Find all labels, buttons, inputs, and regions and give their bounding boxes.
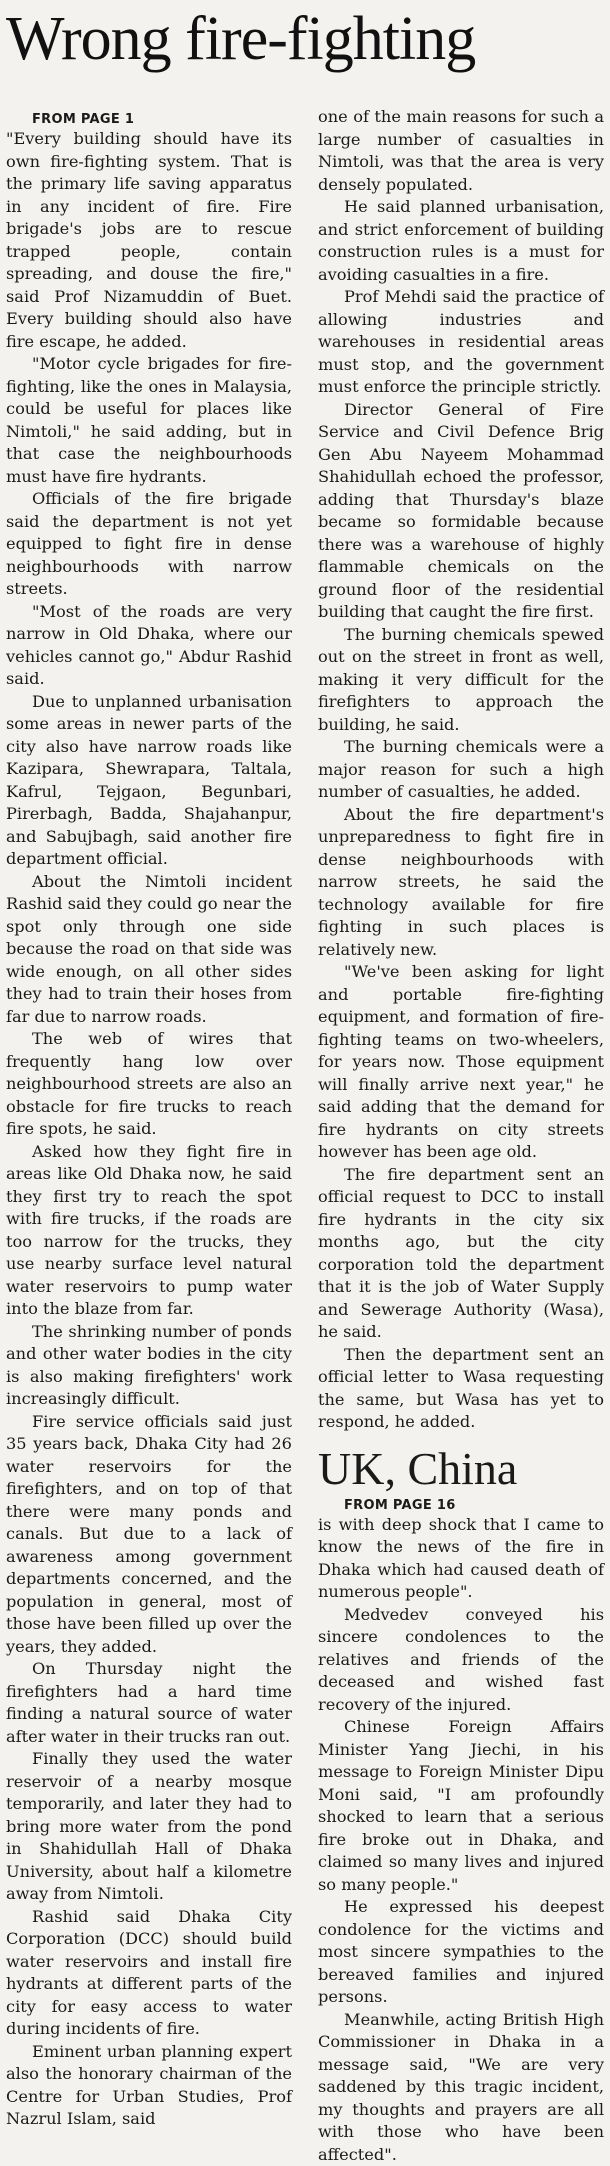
- story2-paragraph: He expressed his deepest condolence for the victims and most sincere sympathies to the bereaved families and injured persons.: [318, 1896, 604, 2009]
- story1-paragraph: The burning chemicals spewed out on the street in front as well, making it very difficult for the firefighters to approach the building, he said.: [318, 624, 604, 737]
- story2-headline: UK, China: [318, 1444, 604, 1494]
- story1-paragraph: "Most of the roads are very narrow in Old Dhaka, where our vehicles cannot go," Abdur Rashid said.: [6, 601, 292, 691]
- story1-paragraph: The web of wires that frequently hang low over neighbourhood streets are also an obstacle for fire trucks to reach fire spots, he said.: [6, 1028, 292, 1141]
- story2-paragraph: Meanwhile, acting British High Commissioner in Dhaka in a message said, "We are very saddened by this tragic incident, my thoughts and prayers are all with those who have been affected".: [318, 2009, 604, 2166]
- story1-paragraph: The shrinking number of ponds and other water bodies in the city is also making firefighters' work increasingly difficult.: [6, 1321, 292, 1411]
- story2-paragraph: is with deep shock that I came to know the news of the fire in Dhaka which had caused death of numerous people".: [318, 1514, 604, 1604]
- story1-paragraph: Officials of the fire brigade said the department is not yet equipped to fight fire in dense neighbourhoods with narrow streets.: [6, 488, 292, 601]
- story1-paragraph: Eminent urban planning expert also the honorary chairman of the Centre for Urban Studies, Prof Nazrul Islam, said: [6, 2041, 292, 2131]
- story1-paragraph: Due to unplanned urbanisation some areas in newer parts of the city also have narrow roads like Kazipara, Shewrapara, Taltala, Kafrul, Tejgaon, Begunbari, Pirerbagh, Badda, Shajahanpur, and Sabujbagh, said another fire department official.: [6, 691, 292, 871]
- story1-right-column: [318, 106, 604, 2166]
- story1-left-column: [6, 112, 292, 2131]
- story1-paragraph: The burning chemicals were a major reason for such a high number of casualties, he added.: [318, 736, 604, 804]
- story1-paragraph: Director General of Fire Service and Civil Defence Brig Gen Abu Nayeem Mohammad Shahidullah echoed the professor, adding that Thursday's blaze became so formidable because there was a warehouse of highly flammable chemicals on the ground floor of the residential building that caught the fire first.: [318, 399, 604, 624]
- headline: Wrong fire-fighting: [6, 6, 604, 72]
- story1-paragraph: Asked how they fight fire in areas like Old Dhaka now, he said they first try to reach the spot with fire trucks, if the roads are too narrow for the trucks, they use nearby surface level natural water reservoirs to pump water into the blaze from far.: [6, 1141, 292, 1321]
- story2-paragraph: Chinese Foreign Affairs Minister Yang Jiechi, in his message to Foreign Minister Dipu Moni said, "I am profoundly shocked to learn that a serious fire broke out in Dhaka, and claimed so many lives and injured so many people.": [318, 1716, 604, 1896]
- story1-paragraph: He said planned urbanisation, and strict enforcement of building construction rules is a must for avoiding casualties in a fire.: [318, 196, 604, 286]
- story1-paragraph: On Thursday night the firefighters had a hard time finding a natural source of water after water in their trucks ran out.: [6, 1658, 292, 1748]
- story1-kicker: FROM PAGE 1: [6, 112, 292, 128]
- story1-paragraph: "We've been asking for light and portable fire-fighting equipment, and formation of fire-fighting teams on two-wheelers, for years now. Those equipment will finally arrive next year," he said adding that the demand for fire hydrants on city streets however has been age old.: [318, 961, 604, 1164]
- story1-paragraph: About the fire department's unpreparedness to fight fire in dense neighbourhoods with narrow streets, he said the technology available for fire fighting in such places is relatively new.: [318, 804, 604, 962]
- story1-paragraph: Fire service officials said just 35 years back, Dhaka City had 26 water reservoirs for the firefighters, and on top of that there were many ponds and canals. But due to a lack of awareness among government departments concerned, and the population in general, most of those have been filled up over the years, they added.: [6, 1411, 292, 1659]
- story1-paragraph: About the Nimtoli incident Rashid said they could go near the spot only through one side because the road on that side was wide enough, on all other sides they had to train their hoses from far due to narrow roads.: [6, 871, 292, 1029]
- story1-paragraph: Then the department sent an official letter to Wasa requesting the same, but Wasa has yet to respond, he added.: [318, 1344, 604, 1434]
- story1-paragraph: "Motor cycle brigades for fire-fighting, like the ones in Malaysia, could be useful for places like Nimtoli," he said adding, but in that case the neighbourhoods must have fire hydrants.: [6, 353, 292, 488]
- story1-paragraph: "Every building should have its own fire-fighting system. That is the primary life saving apparatus in any incident of fire. Fire brigade's jobs are to rescue trapped people, contain spreading, and douse the fire," said Prof Nizamuddin of Buet. Every building should also have fire escape, he added.: [6, 128, 292, 353]
- story2-kicker: FROM PAGE 16: [318, 1498, 604, 1514]
- story2-paragraph: Medvedev conveyed his sincere condolences to the relatives and friends of the deceased and wished fast recovery of the injured.: [318, 1604, 604, 1717]
- story1-paragraph: one of the main reasons for such a large number of casualties in Nimtoli, was that the area is very densely populated.: [318, 106, 604, 196]
- story1-paragraph: Prof Mehdi said the practice of allowing industries and warehouses in residential areas must stop, and the government must enforce the principle strictly.: [318, 286, 604, 399]
- story1-paragraph: Finally they used the water reservoir of a nearby mosque temporarily, and later they had to bring more water from the pond in Shahidullah Hall of Dhaka University, about half a kilometre away from Nimtoli.: [6, 1748, 292, 1906]
- story1-paragraph: Rashid said Dhaka City Corporation (DCC) should build water reservoirs and install fire hydrants at different parts of the city for easy access to water during incidents of fire.: [6, 1906, 292, 2041]
- story1-paragraph: The fire department sent an official request to DCC to install fire hydrants in the city six months ago, but the city corporation told the department that it is the job of Water Supply and Sewerage Authority (Wasa), he said.: [318, 1164, 604, 1344]
